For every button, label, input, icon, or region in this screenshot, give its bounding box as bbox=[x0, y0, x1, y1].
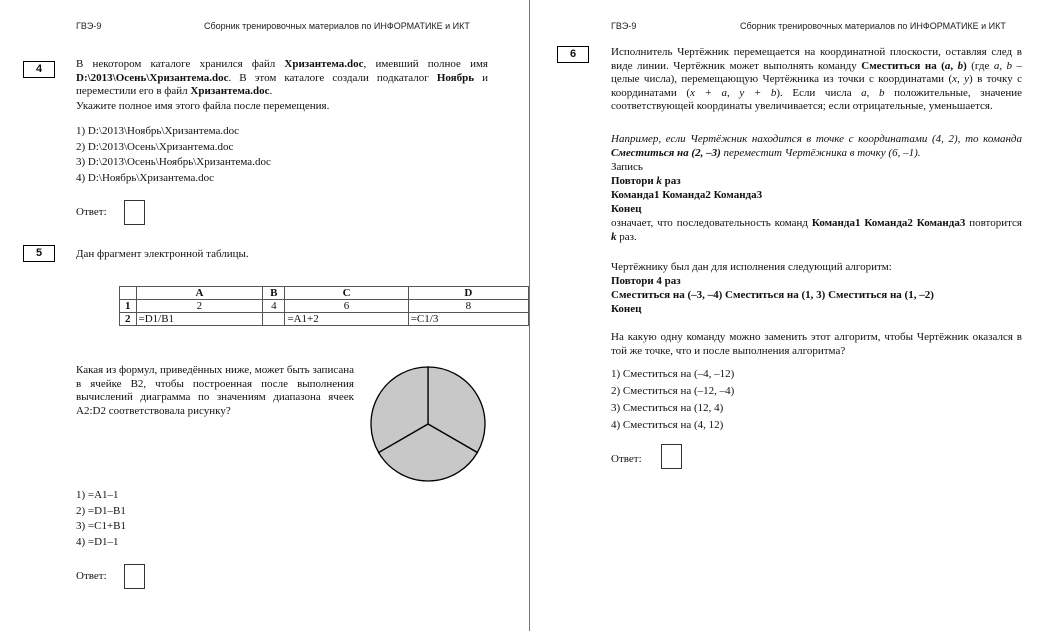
table-row bbox=[120, 313, 529, 326]
task-6-option-3[interactable]: 3) Сместиться на (12, 4) bbox=[611, 402, 724, 414]
right-page bbox=[531, 0, 1047, 631]
table-row bbox=[120, 300, 529, 313]
task-5-option-2[interactable]: 2) =D1–B1 bbox=[76, 504, 126, 517]
task-4-answer-box[interactable] bbox=[124, 200, 145, 225]
task-6-question: На какую одну команду можно заменить этот алгоритм, чтобы Чертёжник оказался в той же точке, что и после выполнения алгоритма? bbox=[611, 331, 1022, 357]
header-title: Сборник тренировочных материалов по ИНФОРМАТИКЕ и ИКТ bbox=[204, 21, 470, 31]
table-cell: D bbox=[408, 287, 528, 300]
task-5-option-3[interactable]: 3) =C1+B1 bbox=[76, 520, 126, 532]
task-5-number: 5 bbox=[23, 245, 55, 262]
table-cell: 1 bbox=[120, 300, 137, 313]
task-4-question: Укажите полное имя этого файла после перемещения. bbox=[76, 100, 330, 112]
task-5-intro: Дан фрагмент электронной таблицы. bbox=[76, 248, 249, 260]
task-4-option-3[interactable]: 3) D:\2013\Осень\Ноябрь\Хризантема.doc bbox=[76, 156, 271, 168]
task-4-option-4[interactable]: 4) D:\Ноябрь\Хризантема.doc bbox=[76, 171, 214, 184]
task-6-commands: Команда1 Команда2 Команда3 bbox=[611, 189, 763, 201]
task-6-algo-repeat: Повтори 4 раз bbox=[611, 275, 681, 287]
task-4-number: 4 bbox=[23, 61, 55, 78]
table-cell: 8 bbox=[408, 300, 528, 313]
task-6-algo-commands: Сместиться на (–3, –4) Сместиться на (1, 3) Сместиться на (1, –2) bbox=[611, 289, 934, 301]
task-5-option-1[interactable]: 1) =A1–1 bbox=[76, 489, 119, 501]
table-cell: =A1+2 bbox=[285, 313, 408, 326]
table-cell: B bbox=[263, 287, 285, 300]
task-4-options bbox=[76, 124, 271, 186]
header-code: ГВЭ-9 bbox=[76, 21, 102, 31]
table-cell: 2 bbox=[136, 300, 263, 313]
task-5-option-4[interactable]: 4) =D1–1 bbox=[76, 535, 119, 548]
pie-chart bbox=[369, 365, 487, 483]
task-6-option-4[interactable]: 4) Сместиться на (4, 12) bbox=[611, 419, 724, 431]
spreadsheet-fragment bbox=[119, 286, 529, 326]
task-4-option-2[interactable]: 2) D:\2013\Осень\Хризантема.doc bbox=[76, 140, 234, 153]
task-6-record: Запись bbox=[611, 161, 643, 173]
page-divider bbox=[529, 0, 530, 631]
task-6-example: Например, если Чертёжник находится в точке с координатами (4, 2), то команда Сместиться на (2, –3) переместит Чертёжника в точку (6, –1). bbox=[611, 133, 1022, 159]
task-6-given: Чертёжнику был дан для исполнения следующий алгоритм: bbox=[611, 261, 892, 273]
task-6-option-1[interactable]: 1) Сместиться на (–4, –12) bbox=[611, 368, 735, 380]
table-cell bbox=[120, 287, 137, 300]
task-6-option-2[interactable]: 2) Сместиться на (–12, –4) bbox=[611, 385, 735, 397]
table-cell: A bbox=[136, 287, 263, 300]
table-cell: C bbox=[285, 287, 408, 300]
task-6-options bbox=[611, 366, 734, 434]
task-6-repeat: Повтори k раз bbox=[611, 175, 681, 187]
task-6-algo-end: Конец bbox=[611, 303, 642, 315]
header-title: Сборник тренировочных материалов по ИНФОРМАТИКЕ и ИКТ bbox=[740, 21, 1006, 31]
task-6-answer-box[interactable] bbox=[661, 444, 682, 469]
task-6-answer-label: Ответ: bbox=[611, 453, 642, 465]
task-5-answer-box[interactable] bbox=[124, 564, 145, 589]
task-6-description: Исполнитель Чертёжник перемещается на координатной плоскости, оставляя след в виде линии. Чертёжник может выполнять команду Сместиться на (a, b) (где a, b – целые числа), перемещающую Чертёжника из точки с координатами (x, y) в точку с координатами (x + a, y + b). Если числа a, b положительные, значение соответствующей координаты увеличивается; если отрицательные, уменьшается. bbox=[611, 46, 1023, 112]
task-6-number: 6 bbox=[557, 46, 589, 63]
task-6-end: Конец bbox=[611, 203, 642, 215]
table-header-row bbox=[120, 287, 529, 300]
task-5-question: Какая из формул, приведённых ниже, может быть записана в ячейке B2, чтобы построенная после выполнения вычислений диаграмма по значениям диапазона ячеек A2:D2 соответствовала рисунку? bbox=[76, 364, 354, 417]
table-cell: 4 bbox=[263, 300, 285, 313]
task-6-means: означает, что последовательность команд Команда1 Команда2 Команда3 повторится k раз. bbox=[611, 217, 1022, 243]
table-cell bbox=[263, 313, 285, 326]
task-5-answer-label: Ответ: bbox=[76, 570, 107, 582]
table-cell: 2 bbox=[120, 313, 137, 326]
table-cell: =C1/3 bbox=[408, 313, 528, 326]
header-code: ГВЭ-9 bbox=[611, 21, 637, 31]
table-cell: =D1/B1 bbox=[136, 313, 263, 326]
table-cell: 6 bbox=[285, 300, 408, 313]
task-4-option-1[interactable]: 1) D:\2013\Ноябрь\Хризантема.doc bbox=[76, 125, 240, 137]
task-4-text: В некотором каталоге хранился файл Хризантема.doc, имевший полное имя D:\2013\Осень\Хризантема.doc. В этом каталоге создали подкаталог Ноябрь и переместили его в файл Хризантема.doc. bbox=[76, 58, 489, 97]
task-5-options bbox=[76, 488, 126, 550]
task-4-answer-label: Ответ: bbox=[76, 206, 107, 218]
